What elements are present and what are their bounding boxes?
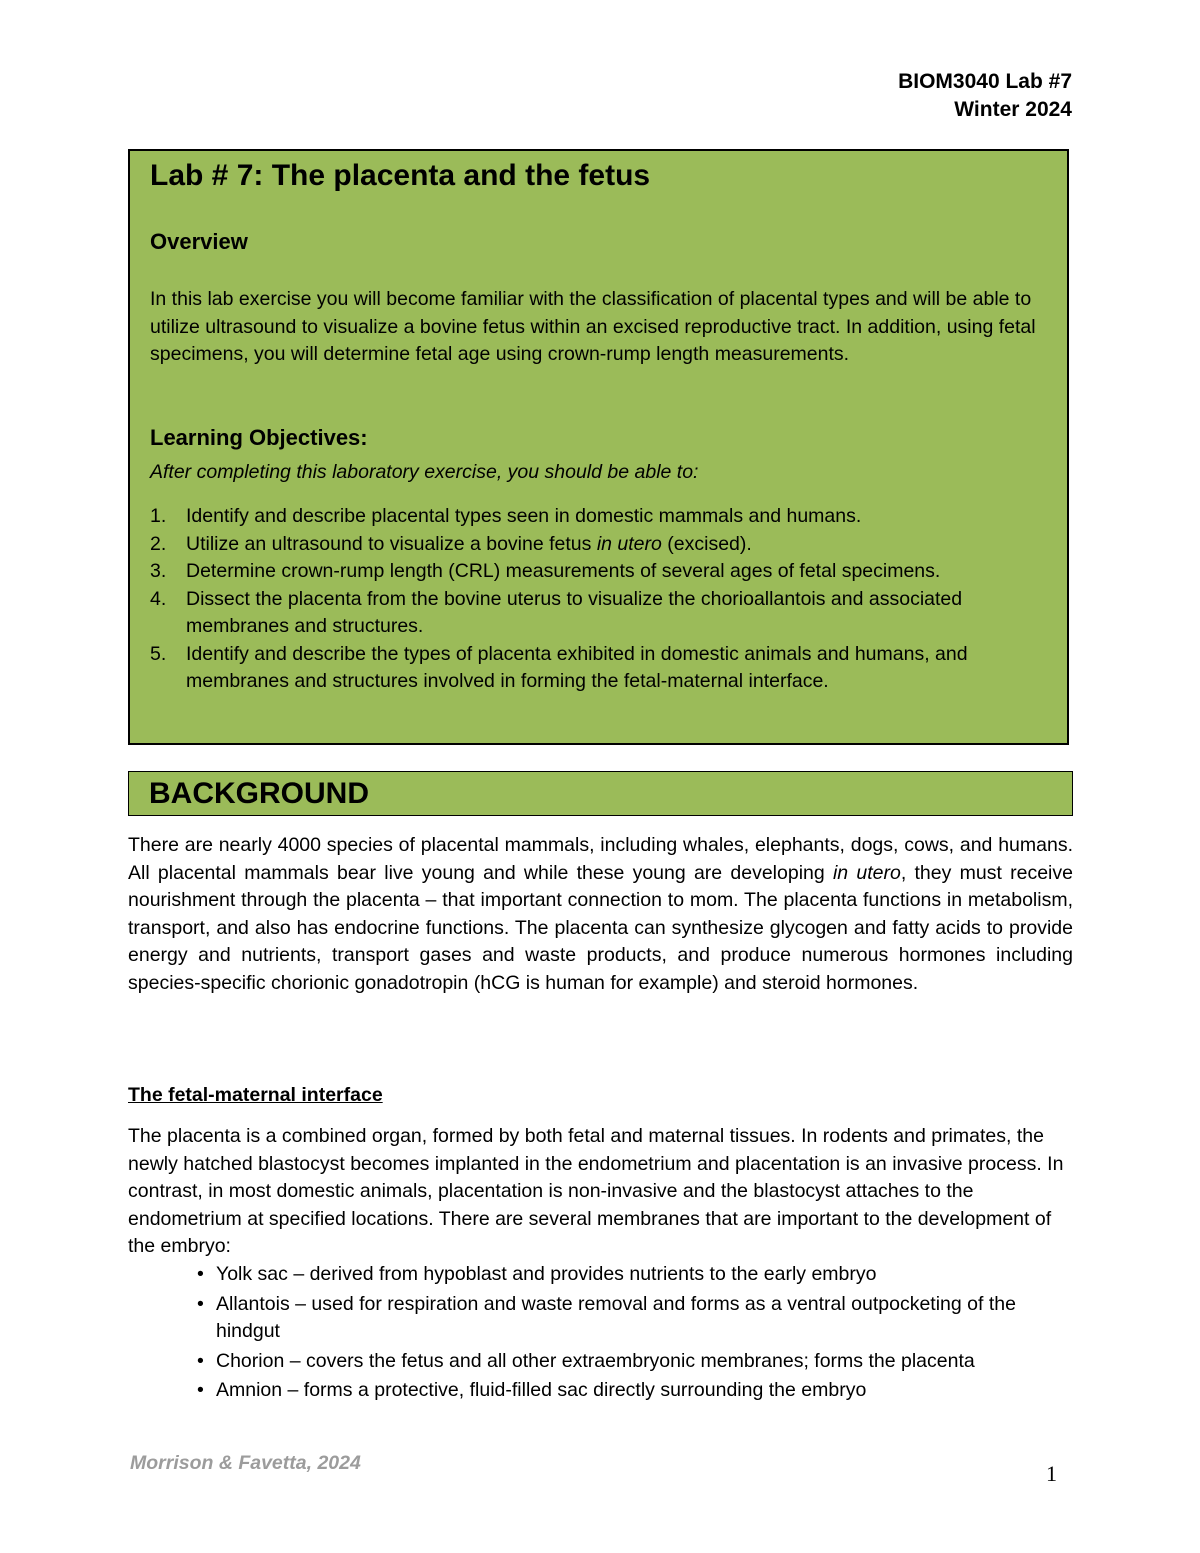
objective-number: 4. — [150, 587, 167, 610]
fetal-maternal-heading: The fetal-maternal interface — [128, 1084, 383, 1106]
bullet-icon: • — [197, 1379, 204, 1401]
objectives-list — [150, 503, 1030, 696]
background-banner — [128, 771, 1073, 816]
footer-authors: Morrison & Favetta, 2024 — [130, 1452, 361, 1474]
objective-number: 5. — [150, 642, 167, 665]
page-number: 1 — [1046, 1461, 1057, 1486]
objective-item — [150, 503, 1030, 531]
objectives-heading: Learning Objectives: — [150, 425, 368, 450]
objective-text: Determine crown-rump length (CRL) measurements of several ages of fetal specimens. — [186, 560, 941, 582]
membrane-list — [197, 1261, 1057, 1407]
objective-item — [150, 558, 1030, 586]
membrane-text: Allantois – used for respiration and waste removal and forms as a ventral outpocketing of the hindgut — [216, 1292, 1016, 1342]
objective-number: 2. — [150, 532, 167, 555]
objective-text: Identify and describe placental types seen in domestic mammals and humans. — [186, 505, 862, 527]
membrane-item — [197, 1291, 1057, 1346]
membrane-item — [197, 1348, 1057, 1376]
membrane-text: Amnion – forms a protective, fluid-filled sac directly surrounding the embryo — [216, 1379, 867, 1401]
objective-text: Identify and describe the types of placenta exhibited in domestic animals and humans, and membranes and structures involved in forming the fetal-maternal interface. — [186, 642, 968, 692]
objectives-intro: After completing this laboratory exercise, you should be able to: — [150, 461, 699, 483]
objective-text: Dissect the placenta from the bovine uterus to visualize the chorioallantois and associated membranes and structures. — [186, 587, 963, 637]
background-text-italic: in utero — [832, 861, 901, 884]
membrane-item — [197, 1377, 1057, 1405]
term-label: Winter 2024 — [954, 98, 1072, 121]
background-paragraph — [128, 832, 1073, 997]
overview-text: In this lab exercise you will become familiar with the classification of placental types and will be able to utilize ultrasound to visualize a bovine fetus within an excised reproductive tract. In addition, using fetal specimens, you will determine fetal age using crown-rump length measurements. — [150, 288, 1036, 365]
membrane-item — [197, 1261, 1057, 1289]
background-text: , they must receive nourishment through the placenta – that important connection to mom. The placenta functions in metabolism, transport, and also has endocrine functions. The placenta can synthesize glycogen and fatty acids to provide energy and nutrients, transport gases and waste products, and produce numerous hormones including species-specific chorionic gonadotropin (hCG is human for example) and steroid hormones. — [128, 861, 1073, 994]
background-heading: BACKGROUND — [149, 777, 369, 810]
objective-text: (excised). — [661, 532, 752, 555]
lab-overview-box — [128, 149, 1069, 745]
objective-text: Utilize an ultrasound to visualize a bovine fetus — [186, 532, 597, 555]
objective-number: 3. — [150, 560, 167, 582]
fetal-maternal-paragraph: The placenta is a combined organ, formed by both fetal and maternal tissues. In rodents and primates, the newly hatched blastocyst becomes implanted in the endometrium and placentation is an invasive process. In contrast, in most domestic animals, placentation is non-invasive and the blastocyst attaches to the endometrium at specified locations. There are several membranes that are important to the development of the embryo: — [128, 1125, 1064, 1257]
lab-title: Lab # 7: The placenta and the fetus — [150, 159, 651, 192]
course-label: BIOM3040 Lab #7 — [898, 70, 1072, 93]
objective-item — [150, 531, 1030, 559]
objective-text-italic: in utero — [596, 532, 662, 555]
objective-item — [150, 586, 1030, 641]
bullet-icon: • — [197, 1292, 204, 1315]
bullet-icon: • — [197, 1263, 204, 1285]
membrane-text: Yolk sac – derived from hypoblast and provides nutrients to the early embryo — [216, 1263, 877, 1285]
objective-number: 1. — [150, 505, 167, 527]
background-text: There are nearly 4000 species of placental mammals, including whales, elephants, dogs, cows, and humans. All placental mammals bear live young and while these young are developing — [128, 834, 1073, 884]
document-header — [898, 68, 1072, 124]
bullet-icon: • — [197, 1349, 204, 1372]
overview-heading: Overview — [150, 229, 248, 254]
membrane-text: Chorion – covers the fetus and all other extraembryonic membranes; forms the placenta — [216, 1349, 975, 1372]
objective-item — [150, 641, 1030, 696]
